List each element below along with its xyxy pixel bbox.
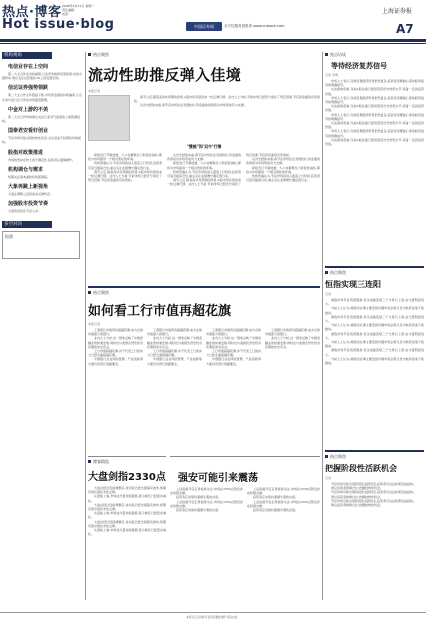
left-column xyxy=(2,52,83,600)
mid-section-tag: 热点聚焦 xyxy=(88,290,320,296)
bottom-left-section-tag: 博客精选 xyxy=(88,459,166,465)
section-title-en: Hot issue·blog xyxy=(2,17,115,32)
right-mid-body: 港股市场节后表现强劲,恒生指数连续三个交易日上涨,成交量明显放大。 分析人士认为,港股的反弹主要受到外围市场企稳以及内地资金南下的推动。 港股市场节后表现强劲,恒生指数连续三个交易日上涨,成交量明显放大。 分析人士认为,港股的反弹主要受到外围市场企稳以及内地资金南下的推动。 港股市场节后表现强劲,恒生指数连续三个交易日上涨,成交量明显放大。 分析人士认为,港股的反弹主要受到外围市场企稳以及内地资金南下的推动。 港股市场节后表现强劲,恒生指数连续三个交易日上涨,成交量明显放大。 分析人士认为,港股的反弹主要受到外围市场企稳以及内地资金南下的推动。 xyxy=(325,298,424,366)
left-item-heading[interactable]: 大象再跳上新视角 xyxy=(8,184,49,191)
main-headline: 流动性助推反弹入佳境 xyxy=(88,66,242,84)
vote-box[interactable] xyxy=(2,231,80,259)
page-footer: 本版文章仅供参考,投资者据此操作,风险自担。 xyxy=(0,612,426,619)
left-item-heading[interactable]: 电信业存在上空间 xyxy=(8,64,49,70)
left-item xyxy=(2,127,83,144)
mid-body: 工商银行市值再次超越花旗,成为全球市值最大的银行。 业内人士分析,这一现象反映了中国金融业的快速发展,同时也与美国次贷危机对花旗的冲击有关。 工行市值超越花旗,并不代表工行的实力已经全面超越花旗。 中国银行业在风险管理、产品创新等方面仍有很长的路要走。 工商银行市值再次超越花旗,成为全球市值最大的银行。 业内人士分析,这一现象反映了中国金融业的快速发展,同时也与美国次贷危机对花旗的冲击有关。 工行市值超越花旗,并不代表工行的实力已经全面超越花旗。 中国银行业在风险管理、产品创新等方面仍有很长的路要走。 工商银行市值再次超越花旗,成为全球市值最大的银行。 业内人士分析,这一现象反映了中国金融业的快速发展,同时也与美国次贷危机对花旗的冲击有关。 工行市值超越花旗,并不代表工行的实力已经全面超越花旗。 中国银行业在风险管理、产品创新等方面仍有很长的路要走。 工商银行市值再次超越花旗,成为全球市值最大的银行。 业内人士分析,这一现象反映了中国金融业的快速发展,同时也与美国次贷危机对花旗的冲击有关。 xyxy=(88,328,320,366)
bottom-left-story xyxy=(88,456,166,606)
left-section-tag: 机构视角 xyxy=(2,52,52,59)
right-body: 市场人士表示,目前宏观经济形势依然复杂,投资者需要耐心等待经济复苏的明确信号。 从估值角度看,当前A股估值已经回落至历史较低水平,具备一定的投资价值。 市场人士表示,目前宏观经济形势依然复杂,投资者需要耐心等待经济复苏的明确信号。 从估值角度看,当前A股估值已经回落至历史较低水平,具备一定的投资价值。 市场人士表示,目前宏观经济形势依然复杂,投资者需要耐心等待经济复苏的明确信号。 从估值角度看,当前A股估值已经回落至历史较低水平,具备一定的投资价值。 市场人士表示,目前宏观经济形势依然复杂,投资者需要耐心等待经济复苏的明确信号。 从估值角度看,当前A股估值已经回落至历史较低水平,具备一定的投资价值。 xyxy=(325,79,424,147)
left-item xyxy=(2,106,83,123)
right-mid-story xyxy=(325,266,424,462)
left-item-text: 第二大全合作全年股指下挫,市场资金面将持续偏紧,大宗交易与发行压力带动市场震荡整理。 xyxy=(2,93,82,102)
masthead-rule-thin xyxy=(0,43,426,44)
site-logo xyxy=(186,22,222,31)
right-headline: 等待经济复苏信号 xyxy=(331,62,387,70)
left-item-heading[interactable]: 信达证券强势领跌 xyxy=(8,85,49,92)
story-photo xyxy=(88,95,130,141)
left-item xyxy=(2,63,83,80)
right-byline: 记者 李明 xyxy=(325,73,338,77)
masthead-info xyxy=(62,4,202,16)
left-item xyxy=(2,200,83,213)
left-item xyxy=(2,149,83,162)
main-byline: 本报记者 xyxy=(88,89,101,93)
column-divider xyxy=(322,52,323,600)
left-item-text: 大盘在调整之后将迎来反弹机会。 xyxy=(8,192,54,197)
bottom-mid-headline: 强安可能引来震荡 xyxy=(178,473,258,484)
left-item-heading[interactable]: 加强股市投资节奏 xyxy=(8,201,49,208)
masthead-slogan: 全方位服务投资者 www.cnstock.com xyxy=(224,24,285,28)
editor-line: 责任编辑: xyxy=(62,8,76,12)
left-item-text: 第二大全合作业务将重组,行业竞争格局有望改善,首选中国移动,建议关注运营商在3G上的发展空间。 xyxy=(2,72,82,81)
bottom-right-byline: 记者 xyxy=(325,476,332,480)
bottom-left-headline: 大盘剑指2330点 xyxy=(88,472,166,483)
left-item-text: 大量资金将在节后入市。 xyxy=(8,209,42,214)
page-number: A7 xyxy=(396,22,414,36)
main-section-tag: 热点聚焦 xyxy=(88,52,320,58)
bottom-left-body: 大盘在经过连续调整后,技术面已经出现超卖迹象,短期有望出现技术性反弹。 从量能上看,市场成交量持续萎缩,显示抛压已经逐步减轻。 大盘在经过连续调整后,技术面已经出现超卖迹象,短期有望出现技术性反弹。 从量能上看,市场成交量持续萎缩,显示抛压已经逐步减轻。 大盘在经过连续调整后,技术面已经出现超卖迹象,短期有望出现技术性反弹。 从量能上看,市场成交量持续萎缩,显示抛压已经逐步减轻。 xyxy=(88,486,166,537)
paper-name: 上海证券报 xyxy=(382,8,413,15)
left-item-text: 短期关注基本面较好的蓝筹股。 xyxy=(8,174,51,179)
masthead-rule xyxy=(0,39,426,42)
bottom-mid-story xyxy=(170,456,320,597)
mid-byline: 本报记者 xyxy=(88,322,101,326)
bottom-section-tag: 多空对决 xyxy=(2,221,52,228)
bottom-right-headline: 把握阶段性活跃机会 xyxy=(325,464,397,473)
vote-label: 投票 xyxy=(5,234,13,240)
main-subhead: "慢熊"和'双牛'行情 xyxy=(186,144,222,149)
left-item-heading[interactable]: 机构调仓与需求 xyxy=(8,166,44,173)
bottom-right-story xyxy=(325,450,424,612)
column-divider xyxy=(85,52,86,600)
left-item-heading[interactable]: 中金对上游的不美 xyxy=(8,106,49,113)
right-story xyxy=(325,52,424,279)
phone-line: 电话: xyxy=(62,12,70,16)
logo-text: 中国证券网 xyxy=(194,24,214,29)
left-item-text: 第二大全合作机构建议关注行业景气度高的上游资源板块。 xyxy=(2,114,81,124)
mid-story xyxy=(88,286,320,456)
right-section-tag: 焦点访谈 xyxy=(325,52,424,58)
section-title: 热点·博客 xyxy=(2,5,62,20)
right-mid-headline: 恒指实现三连阳 xyxy=(325,280,381,289)
mid-headline: 如何看工行市值再超花旗 xyxy=(88,304,232,319)
right-mid-byline: 记者 xyxy=(325,292,332,296)
bottom-mid-body: 上证指数节后走势值得关注,市场在2330点附近存在较强支撑。 投资者应该保持谨慎乐观的态度。 上证指数节后走势值得关注,市场在2330点附近存在较强支撑。 投资者应该保持谨慎乐观的态度。 上证指数节后走势值得关注,市场在2330点附近存在较强支撑。 投资者应该保持谨慎乐观的态度。 上证指数节后走势值得关注,市场在2330点附近存在较强支撑。 投资者应该保持谨慎乐观的态度。 xyxy=(170,487,320,513)
left-item-text: 市场依然存在较大的不确定性,投资者应谨慎操作。 xyxy=(8,157,75,162)
right-mid-section-tag: 热点聚焦 xyxy=(325,270,424,276)
bottom-right-body: 节后市场可能出现阶段性活跃机会,投资者可关注政策受益板块。 建议投资者控制仓位,把握结构性机会。 节后市场可能出现阶段性活跃机会,投资者可关注政策受益板块。 建议投资者控制仓位,把握结构性机会。 节后市场可能出现阶段性活跃机会,投资者可关注政策受益板块。 建议投资者控制仓位,把握结构性机会。 xyxy=(331,482,416,508)
left-item xyxy=(2,166,83,179)
left-item xyxy=(2,183,83,196)
main-story xyxy=(88,52,320,279)
issue-date: 2008年2月11日 星期一 xyxy=(62,4,95,8)
masthead xyxy=(0,0,426,45)
left-item-heading[interactable]: 国泰君安看好创业 xyxy=(8,128,49,135)
main-body: 春节之后,随着流动性预期的改善,A股市场有望迎来一轮反弹行情。业内人士分析,节前市场已经充分消化了利空因素,节后资金面将有所宽松。 从历史经验来看,春节后市场往往表现较好,资金面的改善将对市场形成有力支撑。 xyxy=(134,95,320,108)
bottom-right-section-tag: 热点聚焦 xyxy=(325,454,424,460)
left-item-heading[interactable]: 股指对政策推进 xyxy=(8,149,44,156)
main-body-columns: 新股发行节奏放缓、大小非解禁压力阶段性减轻,都将为市场提供一个相对宽松的环境。 机构普遍认为,节后市场将进入震荡上行阶段,投资者可适当提高仓位,重点关注业绩增长确定的行业。 春节之后,随着流动性预期的改善,A股市场有望迎来一轮反弹行情。业内人士分析,节前市场已经充分消化了利空因素,节后资金面将有所宽松。 从历史经验来看,春节后市场往往表现较好,资金面的改善将对市场形成有力支撑。 新股发行节奏放缓、大小非解禁压力阶段性减轻,都将为市场提供一个相对宽松的环境。 机构普遍认为,节后市场将进入震荡上行阶段,投资者可适当提高仓位,重点关注业绩增长确定的行业。 春节之后,随着流动性预期的改善,A股市场有望迎来一轮反弹行情。业内人士分析,节前市场已经充分消化了利空因素,节后资金面将有所宽松。 从历史经验来看,春节后市场往往表现较好,资金面的改善将对市场形成有力支撑。 新股发行节奏放缓、大小非解禁压力阶段性减轻,都将为市场提供一个相对宽松的环境。 机构普遍认为,节后市场将进入震荡上行阶段,投资者可适当提高仓位,重点关注业绩增长确定的行业。 xyxy=(88,153,320,187)
left-item xyxy=(2,84,83,101)
left-item-text: 节后市场可能出现结构性机会,关注受益于政策扶持的板块。 xyxy=(2,136,81,145)
